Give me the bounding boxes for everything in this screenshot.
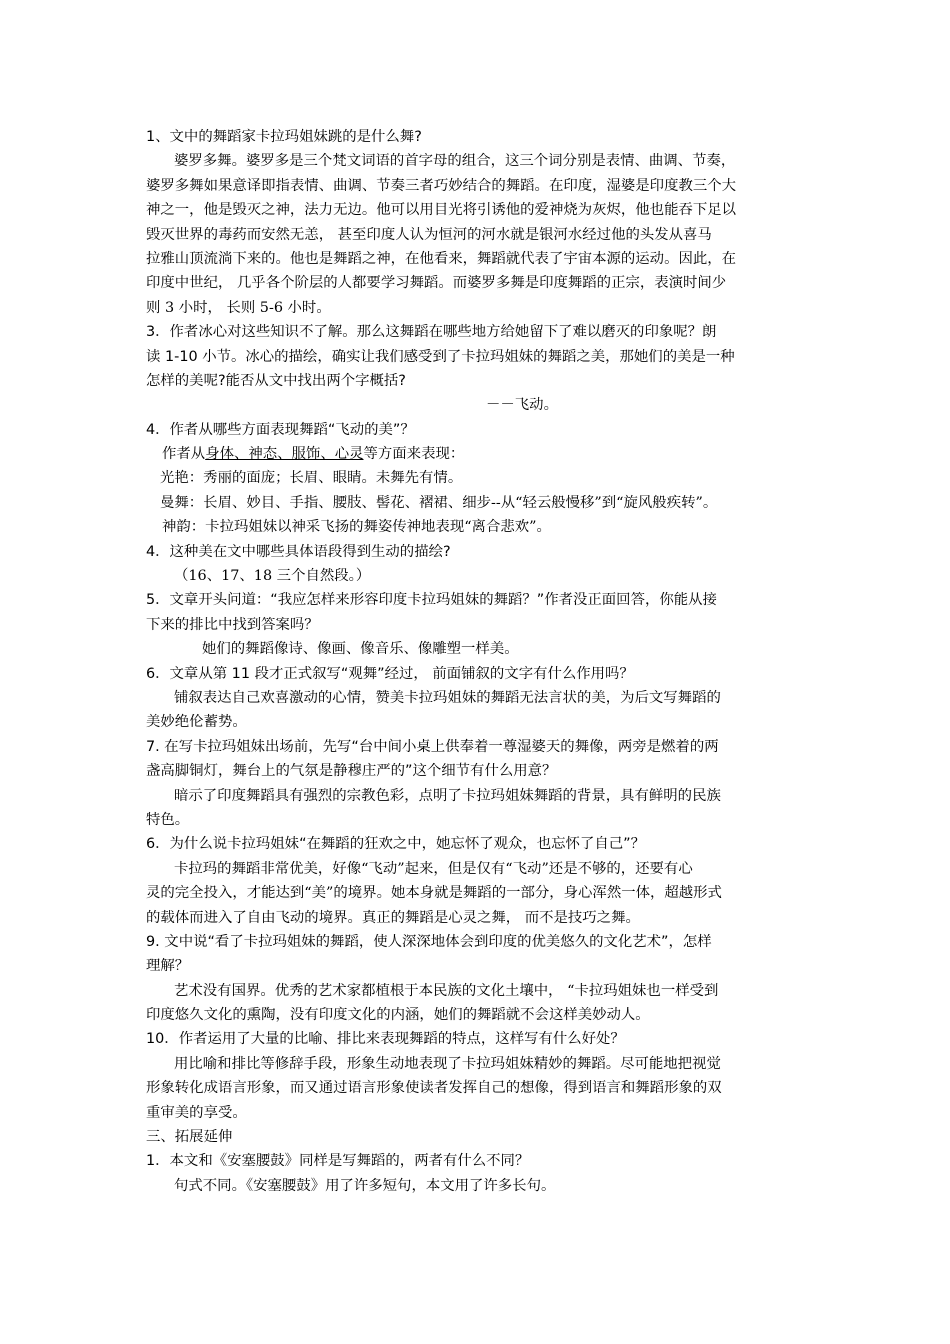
question-line: 4．作者从哪些方面表现舞蹈“飞动的美”？: [146, 421, 415, 438]
answer-line: 婆罗多舞。婆罗多是三个梵文词语的首字母的组合，这三个词分别是表情、曲调、节奏，: [174, 153, 736, 170]
question-line: 盏高脚铜灯，舞台上的气氛是静穆庄严的”这个细节有什么用意？: [146, 763, 557, 780]
question-line: 10．作者运用了大量的比喻、排比来表现舞蹈的特点，这样写有什么好处？: [146, 1031, 625, 1048]
answer-line: －－飞动。: [486, 397, 558, 414]
answer-line: [146, 442, 810, 466]
answer-line: 卡拉玛的舞蹈非常优美，好像“飞动”起来，但是仅有“飞动”还是不够的，还要有心: [174, 860, 693, 877]
answer-line: 重审美的享受。: [146, 1104, 247, 1121]
underlined-keywords: 身体、神态、服饰、心灵: [205, 446, 364, 463]
answer-line: 形象转化成语言形象，而又通过语言形象使读者发挥自己的想像，得到语言和舞蹈形象的双: [146, 1080, 722, 1097]
answer-line: 特色。: [146, 811, 190, 828]
answer-line: 毁灭世界的毒药而安然无恙， 甚至印度人认为恒河的河水就是银河水经过他的头发从喜马: [146, 226, 712, 243]
answer-line: 她们的舞蹈像诗、像画、像音乐、像雕塑一样美。: [202, 641, 519, 658]
answer-line: 曼舞：长眉、妙目、手指、腰肢、髻花、褶裙、细步--从“轻云般慢移”到“旋风般疾转”。: [160, 494, 718, 511]
question-line: 5．文章开头问道：“我应怎样来形容印度卡拉玛姐妹的舞蹈？”作者没正面回答，你能从接: [146, 592, 717, 609]
question-line: 三、拓展延伸: [146, 1129, 233, 1146]
question-line: 7. 在写卡拉玛姐妹出场前，先写“台中间小桌上供奉着一尊湿婆天的舞像，两旁是燃着的两: [146, 738, 719, 755]
question-line: 6．为什么说卡拉玛姐妹“在舞蹈的狂欢之中，她忘怀了观众，也忘怀了自己”？: [146, 836, 645, 853]
text-segment: 等方面来表现：: [363, 446, 465, 463]
question-line: 下来的排比中找到答案吗？: [146, 616, 319, 633]
question-line: 6．文章从第 11 段才正式叙写“观舞”经过， 前面铺叙的文字有什么作用吗？: [146, 665, 634, 682]
answer-line: 印度悠久文化的熏陶，没有印度文化的内涵，她们的舞蹈就不会这样美妙动人。: [146, 1007, 650, 1024]
answer-line: 用比喻和排比等修辞手段，形象生动地表现了卡拉玛姐妹精妙的舞蹈。尽可能地把视觉: [174, 1055, 721, 1072]
question-line: 3．作者冰心对这些知识不了解。那么这舞蹈在哪些地方给她留下了难以磨灭的印象呢？朗: [146, 324, 717, 341]
answer-line: 婆罗多舞如果意译即指表情、曲调、节奏三者巧妙结合的舞蹈。在印度，湿婆是印度教三个大: [146, 177, 737, 194]
answer-line: 灵的完全投入，才能达到“美”的境界。她本身就是舞蹈的一部分，身心浑然一体，超越形式: [146, 885, 722, 902]
answer-line: 美妙绝伦蓄势。: [146, 714, 247, 731]
answer-line: 则 3 小时， 长则 5-6 小时。: [146, 299, 331, 316]
answer-line: 艺术没有国界。优秀的艺术家都植根于本民族的文化土壤中， “卡拉玛姐妹也一样受到: [174, 982, 719, 999]
question-line: 1、文中的舞蹈家卡拉玛姐妹跳的是什么舞?: [146, 129, 422, 145]
question-line: 读 1-10 小节。冰心的描绘，确实让我们感受到了卡拉玛姐妹的舞蹈之美，那她们的美是一种: [146, 348, 735, 365]
document-page: [146, 125, 810, 1198]
answer-line: 的载体而进入了自由飞动的境界。真正的舞蹈是心灵之舞， 而不是技巧之舞。: [146, 909, 640, 926]
answer-line: 暗示了印度舞蹈具有强烈的宗教色彩，点明了卡拉玛姐妹舞蹈的背景，具有鲜明的民族: [174, 787, 721, 804]
question-line: 4．这种美在文中哪些具体语段得到生动的描绘?: [146, 543, 451, 560]
answer-line: 神韵：卡拉玛姐妹以神采飞扬的舞姿传神地表现“离合悲欢”。: [162, 519, 551, 536]
answer-line: 神之一，他是毁灭之神，法力无边。他可以用目光将引诱他的爱神烧为灰烬，他也能吞下足以: [146, 202, 737, 219]
answer-line: （16、17、18 三个自然段。）: [174, 568, 371, 585]
text-segment: 作者从: [162, 446, 206, 463]
question-line: 1．本文和《安塞腰鼓》同样是写舞蹈的，两者有什么不同？: [146, 1153, 530, 1170]
question-line: 9. 文中说“看了卡拉玛姐妹的舞蹈，使人深深地体会到印度的优美悠久的文化艺术”，怎样: [146, 933, 712, 950]
question-line: 理解？: [146, 958, 190, 975]
answer-line: 印度中世纪， 几乎各个阶层的人都要学习舞蹈。而婆罗多舞是印度舞蹈的正宗，表演时间少: [146, 275, 727, 292]
question-line: 怎样的美呢?能否从文中找出两个字概括?: [146, 372, 406, 389]
answer-line: 光艳：秀丽的面庞；长眉、眼睛。未舞先有情。: [160, 470, 463, 487]
answer-line: 句式不同。《安塞腰鼓》用了许多短句，本文用了许多长句。: [174, 1177, 556, 1194]
answer-line: 拉雅山顶流淌下来的。他也是舞蹈之神，在他看来，舞蹈就代表了宇宙本源的运动。因此，在: [146, 250, 737, 267]
answer-line: 铺叙表达自己欢喜激动的心情，赞美卡拉玛姐妹的舞蹈无法言状的美，为后文写舞蹈的: [174, 689, 721, 706]
